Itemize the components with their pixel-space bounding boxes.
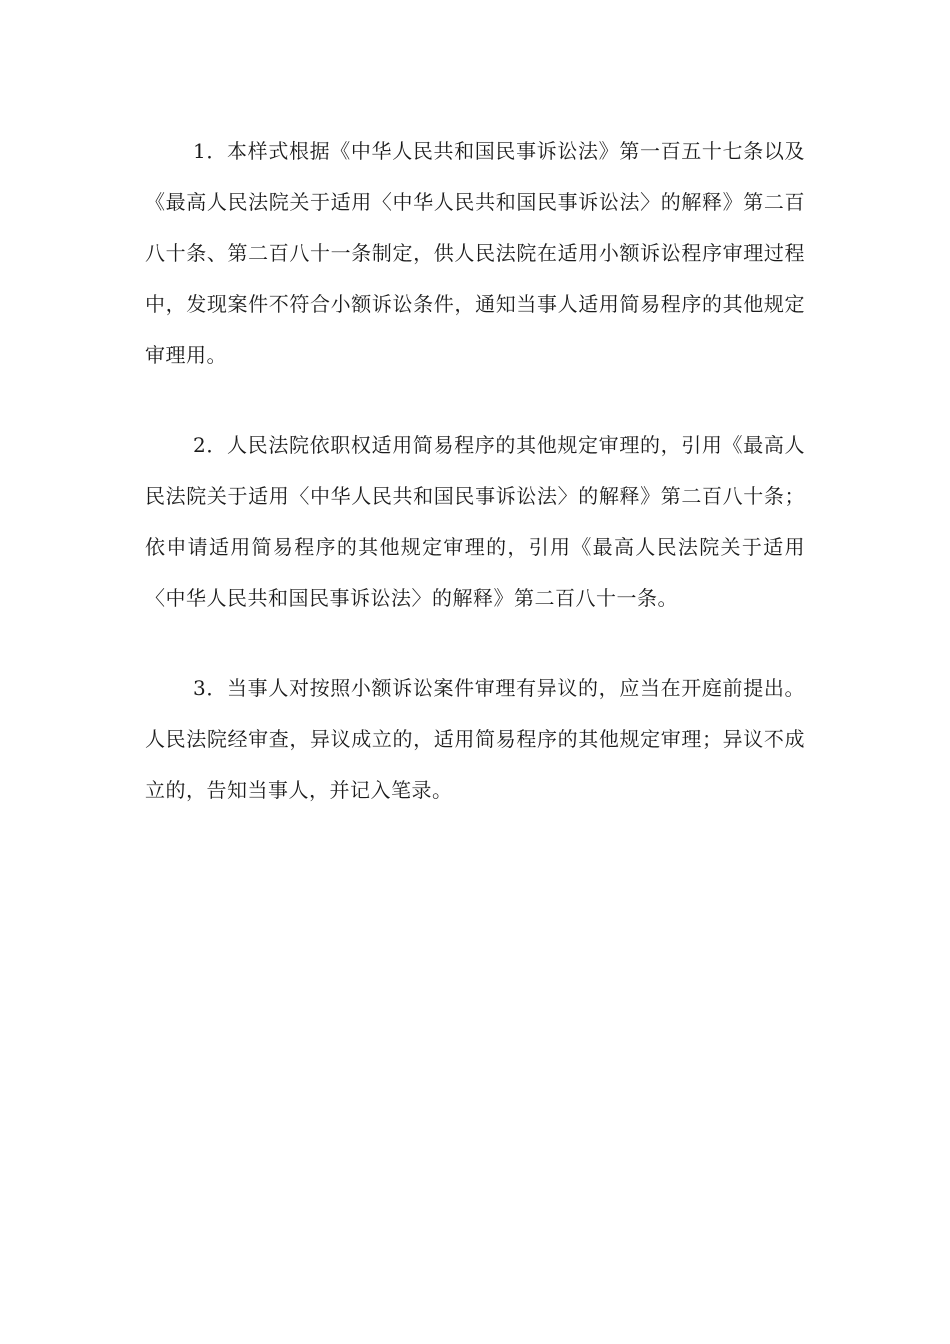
note-paragraph-1: 1．本样式根据《中华人民共和国民事诉讼法》第一百五十七条以及《最高人民法院关于适用〈中华人民共和国民事诉讼法〉的解释》第二百八十条、第二百八十一条制定，供人民法院在适用小额诉讼程序审理过程中，发现案件不符合小额诉讼条件，通知当事人适用简易程序的其他规定审理用。 [145, 139, 805, 367]
note-paragraph-2: 2．人民法院依职权适用简易程序的其他规定审理的，引用《最高人民法院关于适用〈中华人民共和国民事诉讼法〉的解释》第二百八十条；依申请适用简易程序的其他规定审理的，引用《最高人民法院关于适用〈中华人民共和国民事诉讼法〉的解释》第二百八十一条。 [145, 433, 805, 610]
document-body [145, 126, 805, 855]
note-paragraph-3: 3．当事人对按照小额诉讼案件审理有异议的，应当在开庭前提出。人民法院经审查，异议成立的，适用简易程序的其他规定审理；异议不成立的，告知当事人，并记入笔录。 [145, 676, 805, 802]
